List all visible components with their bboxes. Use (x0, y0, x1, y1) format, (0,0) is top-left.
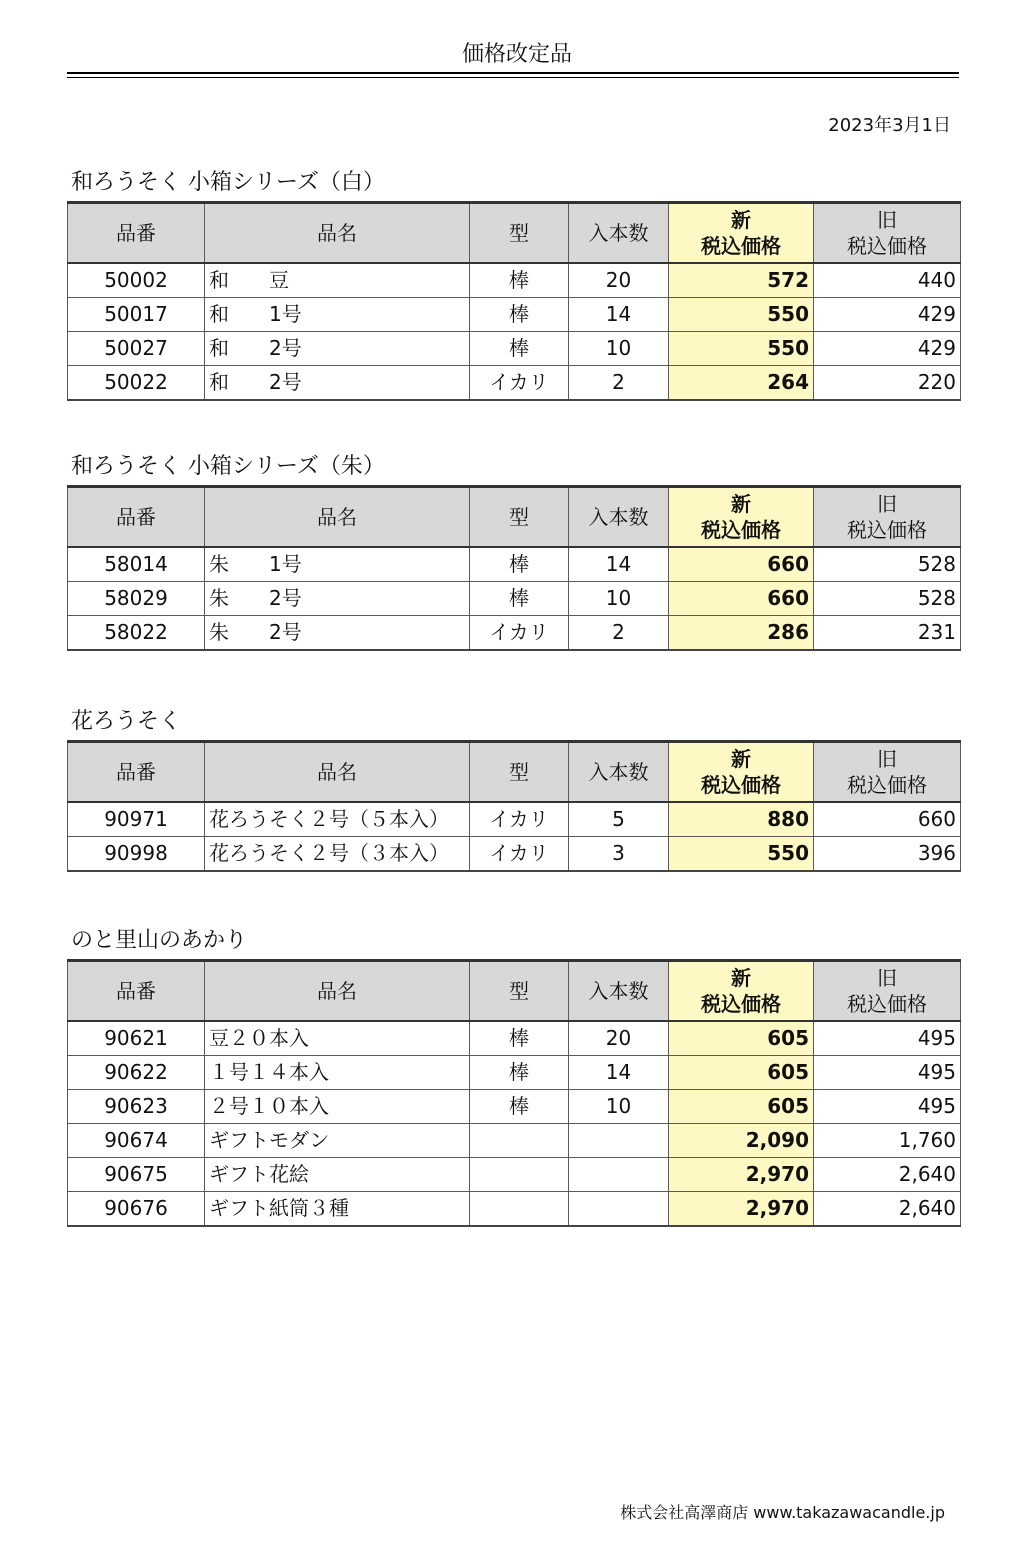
cell-name: ２号１０本入 (205, 1090, 470, 1124)
cell-old-price: 429 (814, 332, 961, 366)
cell-old-price: 2,640 (814, 1192, 961, 1227)
cell-name: ギフト紙筒３種 (205, 1192, 470, 1227)
title-rule-secondary (67, 77, 959, 78)
cell-name: 花ろうそく２号（５本入） (205, 802, 470, 837)
section-title: のと里山のあかり (71, 928, 248, 953)
table-header-row (68, 203, 961, 264)
header-new-price-label: 税込価格 (701, 773, 781, 797)
cell-code: 90674 (68, 1124, 205, 1158)
cell-old-price: 495 (814, 1056, 961, 1090)
cell-code: 90623 (68, 1090, 205, 1124)
cell-type: 棒 (470, 298, 569, 332)
header-new-price-label: 新 (731, 492, 751, 516)
cell-old-price: 1,760 (814, 1124, 961, 1158)
header-old-price-label: 税込価格 (847, 992, 927, 1016)
header-name (205, 203, 470, 264)
cell-name: 和 1号 (205, 298, 470, 332)
cell-new-price: 660 (669, 582, 814, 616)
header-old-price-label: 税込価格 (847, 234, 927, 258)
header-type (470, 961, 569, 1022)
cell-new-price: 286 (669, 616, 814, 651)
cell-code: 50022 (68, 366, 205, 401)
header-code (68, 487, 205, 548)
cell-old-price: 528 (814, 547, 961, 582)
cell-new-price: 605 (669, 1090, 814, 1124)
cell-code: 90998 (68, 837, 205, 872)
cell-old-price: 440 (814, 263, 961, 298)
header-old-price-label: 旧 (877, 492, 897, 516)
header-name (205, 742, 470, 803)
cell-count: 10 (569, 582, 669, 616)
header-type-label: 型 (509, 979, 529, 1003)
cell-old-price: 660 (814, 802, 961, 837)
header-new-price (669, 203, 814, 264)
table-row (68, 802, 961, 837)
table-header-row (68, 961, 961, 1022)
cell-new-price: 660 (669, 547, 814, 582)
cell-type: 棒 (470, 1021, 569, 1056)
table-row (68, 1192, 961, 1227)
price-table (67, 959, 961, 1227)
cell-count: 2 (569, 366, 669, 401)
header-new-price (669, 487, 814, 548)
header-new-price-label: 新 (731, 747, 751, 771)
cell-new-price: 880 (669, 802, 814, 837)
cell-type: イカリ (470, 616, 569, 651)
cell-count: 14 (569, 298, 669, 332)
page-title: 価格改定品 (461, 42, 572, 67)
cell-count: 10 (569, 332, 669, 366)
cell-new-price: 550 (669, 332, 814, 366)
header-old-price-label: 旧 (877, 208, 897, 232)
header-new-price-label: 税込価格 (701, 234, 781, 258)
table-row (68, 1056, 961, 1090)
title-rule (67, 72, 959, 74)
header-old-price-label: 旧 (877, 747, 897, 771)
price-table (67, 485, 961, 651)
header-count-label: 入本数 (588, 505, 649, 529)
cell-name: 朱 2号 (205, 582, 470, 616)
price-table (67, 740, 961, 872)
cell-new-price: 550 (669, 298, 814, 332)
header-code-label: 品番 (116, 221, 156, 245)
cell-new-price: 605 (669, 1021, 814, 1056)
cell-code: 58029 (68, 582, 205, 616)
cell-new-price: 2,090 (669, 1124, 814, 1158)
price-section (67, 709, 960, 872)
cell-name: ギフトモダン (205, 1124, 470, 1158)
header-old-price (814, 961, 961, 1022)
cell-type: 棒 (470, 332, 569, 366)
table-row (68, 298, 961, 332)
cell-code: 90971 (68, 802, 205, 837)
header-new-price (669, 961, 814, 1022)
cell-code: 58022 (68, 616, 205, 651)
cell-type: 棒 (470, 547, 569, 582)
table-row (68, 582, 961, 616)
document-date: 2023年3月1日 (828, 115, 951, 136)
table-header-row (68, 487, 961, 548)
cell-old-price: 495 (814, 1090, 961, 1124)
cell-name: 朱 1号 (205, 547, 470, 582)
section-title: 和ろうそく 小箱シリーズ（白） (71, 170, 385, 195)
cell-name: 和 2号 (205, 332, 470, 366)
cell-name: 豆２０本入 (205, 1021, 470, 1056)
header-count-label: 入本数 (588, 760, 649, 784)
header-type-label: 型 (509, 760, 529, 784)
table-row (68, 547, 961, 582)
cell-new-price: 605 (669, 1056, 814, 1090)
cell-code: 50027 (68, 332, 205, 366)
header-count (569, 203, 669, 264)
header-code-label: 品番 (116, 505, 156, 529)
cell-old-price: 2,640 (814, 1158, 961, 1192)
header-old-price-label: 旧 (877, 966, 897, 990)
cell-new-price: 2,970 (669, 1158, 814, 1192)
header-old-price (814, 487, 961, 548)
cell-name: 朱 2号 (205, 616, 470, 651)
cell-count: 14 (569, 1056, 669, 1090)
table-row (68, 616, 961, 651)
cell-count (569, 1124, 669, 1158)
price-section (67, 454, 960, 651)
cell-new-price: 264 (669, 366, 814, 401)
header-new-price-label: 新 (731, 208, 751, 232)
cell-type: イカリ (470, 837, 569, 872)
cell-type (470, 1158, 569, 1192)
table-row (68, 1124, 961, 1158)
cell-code: 50017 (68, 298, 205, 332)
header-name-label: 品名 (317, 221, 357, 245)
price-section (67, 928, 960, 1227)
header-new-price-label: 税込価格 (701, 992, 781, 1016)
cell-type: 棒 (470, 1056, 569, 1090)
cell-new-price: 2,970 (669, 1192, 814, 1227)
cell-type: 棒 (470, 1090, 569, 1124)
cell-name: ギフト花絵 (205, 1158, 470, 1192)
header-name-label: 品名 (317, 979, 357, 1003)
cell-type: 棒 (470, 582, 569, 616)
cell-old-price: 220 (814, 366, 961, 401)
price-section (67, 170, 960, 401)
header-type-label: 型 (509, 505, 529, 529)
section-title: 和ろうそく 小箱シリーズ（朱） (71, 454, 385, 479)
header-code-label: 品番 (116, 979, 156, 1003)
section-title: 花ろうそく (71, 709, 182, 734)
cell-old-price: 528 (814, 582, 961, 616)
header-new-price-label: 税込価格 (701, 518, 781, 542)
cell-count: 14 (569, 547, 669, 582)
cell-count: 20 (569, 1021, 669, 1056)
header-name (205, 961, 470, 1022)
header-old-price-label: 税込価格 (847, 773, 927, 797)
header-count-label: 入本数 (588, 221, 649, 245)
cell-name: 和 2号 (205, 366, 470, 401)
header-old-price (814, 742, 961, 803)
cell-code: 90622 (68, 1056, 205, 1090)
cell-code: 90676 (68, 1192, 205, 1227)
cell-new-price: 572 (669, 263, 814, 298)
price-table (67, 201, 961, 401)
header-count (569, 961, 669, 1022)
cell-code: 50002 (68, 263, 205, 298)
cell-old-price: 396 (814, 837, 961, 872)
table-row (68, 332, 961, 366)
cell-old-price: 429 (814, 298, 961, 332)
cell-old-price: 231 (814, 616, 961, 651)
header-code (68, 203, 205, 264)
cell-count: 20 (569, 263, 669, 298)
cell-name: 和 豆 (205, 263, 470, 298)
cell-count (569, 1192, 669, 1227)
cell-type: 棒 (470, 263, 569, 298)
cell-code: 90621 (68, 1021, 205, 1056)
table-row (68, 1158, 961, 1192)
cell-type (470, 1192, 569, 1227)
table-row (68, 263, 961, 298)
header-code (68, 961, 205, 1022)
header-type (470, 203, 569, 264)
cell-count (569, 1158, 669, 1192)
cell-type: イカリ (470, 802, 569, 837)
table-row (68, 1090, 961, 1124)
footer-company: 株式会社高澤商店 www.takazawacandle.jp (620, 1503, 945, 1522)
cell-count: 3 (569, 837, 669, 872)
cell-new-price: 550 (669, 837, 814, 872)
header-old-price (814, 203, 961, 264)
header-type (470, 487, 569, 548)
header-code-label: 品番 (116, 760, 156, 784)
table-row (68, 366, 961, 401)
cell-code: 58014 (68, 547, 205, 582)
cell-type (470, 1124, 569, 1158)
header-type-label: 型 (509, 221, 529, 245)
table-row (68, 837, 961, 872)
header-name-label: 品名 (317, 505, 357, 529)
cell-old-price: 495 (814, 1021, 961, 1056)
header-new-price (669, 742, 814, 803)
cell-name: 花ろうそく２号（３本入） (205, 837, 470, 872)
header-old-price-label: 税込価格 (847, 518, 927, 542)
header-count (569, 487, 669, 548)
header-code (68, 742, 205, 803)
header-count (569, 742, 669, 803)
header-new-price-label: 新 (731, 966, 751, 990)
table-row (68, 1021, 961, 1056)
table-header-row (68, 742, 961, 803)
cell-name: １号１４本入 (205, 1056, 470, 1090)
cell-count: 5 (569, 802, 669, 837)
header-name-label: 品名 (317, 760, 357, 784)
header-name (205, 487, 470, 548)
cell-count: 2 (569, 616, 669, 651)
cell-code: 90675 (68, 1158, 205, 1192)
header-count-label: 入本数 (588, 979, 649, 1003)
header-type (470, 742, 569, 803)
cell-type: イカリ (470, 366, 569, 401)
cell-count: 10 (569, 1090, 669, 1124)
